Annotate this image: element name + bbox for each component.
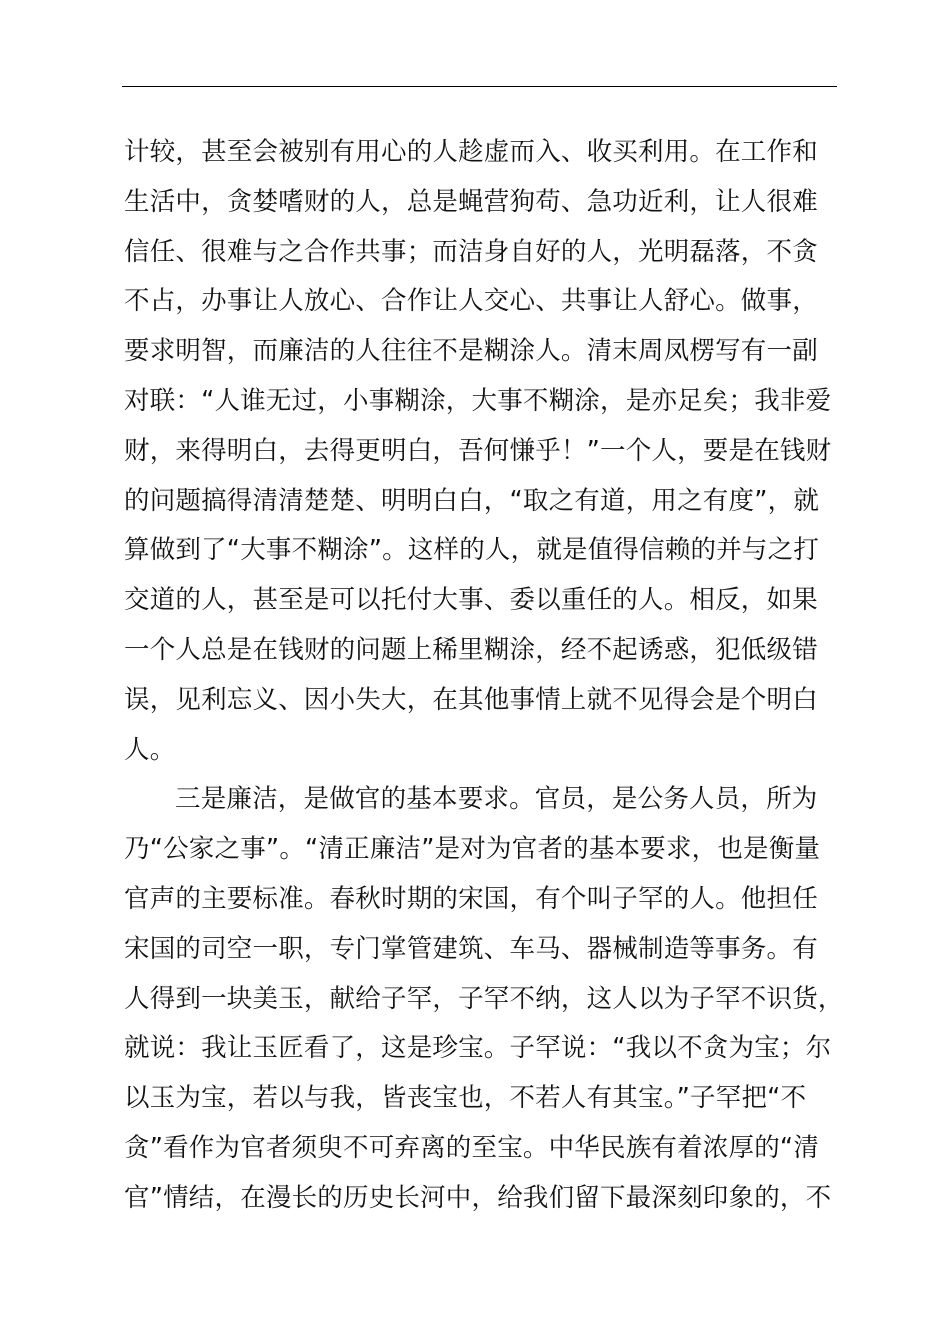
text-line: 要求明智，而廉洁的人往往不是糊涂人。清末周凤楞写有一副 [124,336,818,367]
text-line: 信任、很难与之合作共事；而洁身自好的人，光明磊落，不贪 [124,236,818,267]
text-line: 宋国的司空一职，专门掌管建筑、车马、器械制造等事务。有 [124,933,818,964]
text-line: 以玉为宝，若以与我，皆丧宝也，不若人有其宝。”子罕把“不 [124,1083,807,1114]
text-line: 不占，办事让人放心、合作让人交心、共事让人舒心。做事， [124,286,818,317]
text-line: 生活中，贪婪嗜财的人，总是蝇营狗苟、急功近利，让人很难 [124,186,818,217]
text-line: 财，来得明白，去得更明白，吾何慊乎！”一个人，要是在钱财 [124,435,832,466]
header-rule [122,86,837,87]
text-line: 就说：我让玉匠看了，这是珍宝。子罕说：“我以不贪为宝；尔 [124,1033,832,1064]
paragraph-start-line: 三是廉洁，是做官的基本要求。官员，是公务人员，所为 [175,784,818,815]
text-line: 的问题搞得清清楚楚、明明白白，“取之有道，用之有度”，就 [124,485,820,516]
text-line: 一个人总是在钱财的问题上稀里糊涂，经不起诱惑，犯低级错 [124,634,818,665]
text-line: 对联：“人谁无过，小事糊涂，大事不糊涂，是亦足矣；我非爱 [124,385,832,416]
text-line: 人。 [124,734,176,765]
text-line: 官”情结，在漫长的历史长河中，给我们留下最深刻印象的，不 [124,1182,832,1213]
text-line: 交道的人，甚至是可以托付大事、委以重任的人。相反，如果 [124,585,818,616]
text-line: 误，见利忘义、因小失大，在其他事情上就不见得会是个明白 [124,684,818,715]
text-line: 贪”看作为官者须臾不可弃离的至宝。中华民族有着浓厚的“清 [124,1132,820,1163]
text-line: 人得到一块美玉，献给子罕，子罕不纳，这人以为子罕不识货， [124,983,844,1014]
text-line: 乃“公家之事”。“清正廉洁”是对为官者的基本要求，也是衡量 [124,834,821,865]
body-text [124,128,864,1224]
text-line: 官声的主要标准。春秋时期的宋国，有个叫子罕的人。他担任 [124,883,818,914]
text-line: 计较，甚至会被别有用心的人趁虚而入、收买利用。在工作和 [124,137,818,167]
text-line: 算做到了“大事不糊涂”。这样的人，就是值得信赖的并与之打 [124,535,820,566]
